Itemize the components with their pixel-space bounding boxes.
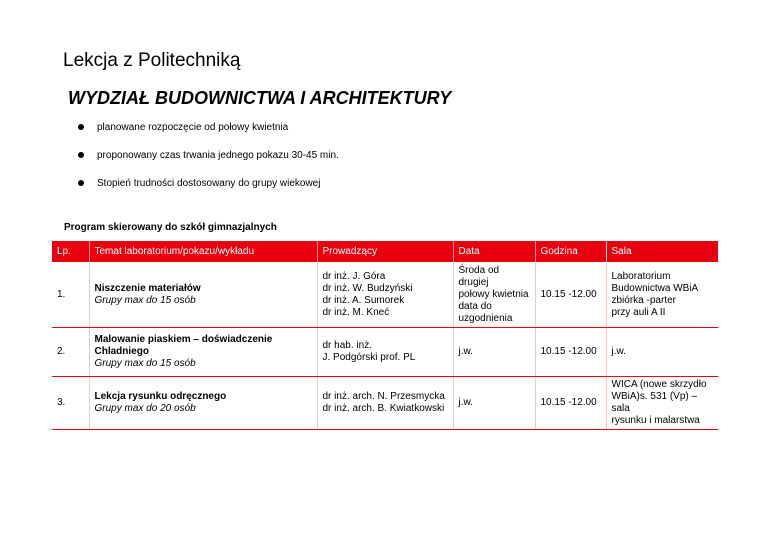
page-title: Lekcja z Politechniką bbox=[63, 50, 241, 71]
cell-room bbox=[606, 263, 718, 328]
cell-time: 10.15 -12.00 bbox=[535, 377, 606, 430]
room-line: Budownictwa WBiA bbox=[611, 283, 699, 294]
table-row bbox=[52, 263, 718, 328]
room-line: WICA (nowe skrzydło bbox=[611, 379, 707, 390]
header-topic: Temat laboratorium/pokazu/wykładu bbox=[89, 241, 317, 263]
info-bullet-list bbox=[78, 118, 339, 202]
date-line: połowy kwietnia bbox=[458, 289, 529, 300]
cell-lp: 3. bbox=[52, 377, 89, 430]
header-date: Data bbox=[453, 241, 535, 263]
leader-line: dr inż. W. Budzyński bbox=[322, 283, 413, 294]
cell-room bbox=[606, 377, 718, 430]
topic-title: Malowanie piaskiem – doświadczenie Chladniego bbox=[94, 334, 273, 357]
topic-title: Niszczenie materiałów bbox=[94, 283, 201, 294]
topic-group-size: Grupy max do 20 osób bbox=[94, 403, 196, 414]
room-line: j.w. bbox=[611, 346, 626, 357]
topic-title: Lekcja rysunku odręcznego bbox=[94, 391, 227, 402]
header-leaders: Prowadzący bbox=[317, 241, 453, 263]
room-line: rysunku i malarstwa bbox=[611, 415, 700, 426]
cell-date bbox=[453, 328, 535, 377]
table-row bbox=[52, 328, 718, 377]
leader-line: dr inż. arch. N. Przesmycka bbox=[322, 391, 445, 402]
room-line: zbiórka -parter bbox=[611, 295, 676, 306]
leader-line: dr inż. M. Kneć bbox=[322, 307, 390, 318]
cell-lp: 2. bbox=[52, 328, 89, 377]
topic-group-size: Grupy max do 15 osób bbox=[94, 295, 196, 306]
bullet-item: proponowany czas trwania jednego pokazu 30-45 min. bbox=[78, 146, 339, 174]
cell-topic bbox=[89, 328, 317, 377]
date-line: data do bbox=[458, 301, 492, 312]
leader-line: dr inż. A. Sumorek bbox=[322, 295, 405, 306]
cell-topic bbox=[89, 377, 317, 430]
schedule-table bbox=[52, 240, 718, 430]
leader-line: dr hab. inż. bbox=[322, 340, 372, 351]
room-line: przy auli A II bbox=[611, 307, 666, 318]
topic-group-size: Grupy max do 15 osób bbox=[94, 358, 196, 369]
cell-topic bbox=[89, 263, 317, 328]
leader-line: dr inż. J. Góra bbox=[322, 271, 386, 282]
bullet-item: Stopień trudności dostosowany do grupy wiekowej bbox=[78, 174, 339, 202]
header-time: Godzina bbox=[535, 241, 606, 263]
cell-time: 10.15 -12.00 bbox=[535, 328, 606, 377]
date-line: j.w. bbox=[458, 397, 473, 408]
table-row bbox=[52, 377, 718, 430]
table-header-row bbox=[52, 241, 718, 263]
date-line: j.w. bbox=[458, 346, 473, 357]
room-line: Laboratorium bbox=[611, 271, 671, 282]
cell-date bbox=[453, 377, 535, 430]
leader-line: J. Podgórski prof. PL bbox=[322, 352, 416, 363]
cell-date bbox=[453, 263, 535, 328]
date-line: Środa od drugiej bbox=[458, 265, 500, 288]
room-line: WBiA)s. 531 (Vp) –sala bbox=[611, 391, 698, 414]
cell-leaders bbox=[317, 328, 453, 377]
leader-line: dr inż. arch. B. Kwiatkowski bbox=[322, 403, 445, 414]
cell-time: 10.15 -12.00 bbox=[535, 263, 606, 328]
cell-room bbox=[606, 328, 718, 377]
faculty-title: WYDZIAŁ BUDOWNICTWA I ARCHITEKTURY bbox=[68, 88, 452, 108]
cell-lp: 1. bbox=[52, 263, 89, 328]
cell-leaders bbox=[317, 263, 453, 328]
program-note: Program skierowany do szkół gimnazjalnych bbox=[64, 222, 277, 233]
header-lp: Lp. bbox=[52, 241, 89, 263]
cell-leaders bbox=[317, 377, 453, 430]
date-line: uzgodnienia bbox=[458, 313, 513, 324]
bullet-item: planowane rozpoczęcie od połowy kwietnia bbox=[78, 118, 339, 146]
header-room: Sala bbox=[606, 241, 718, 263]
